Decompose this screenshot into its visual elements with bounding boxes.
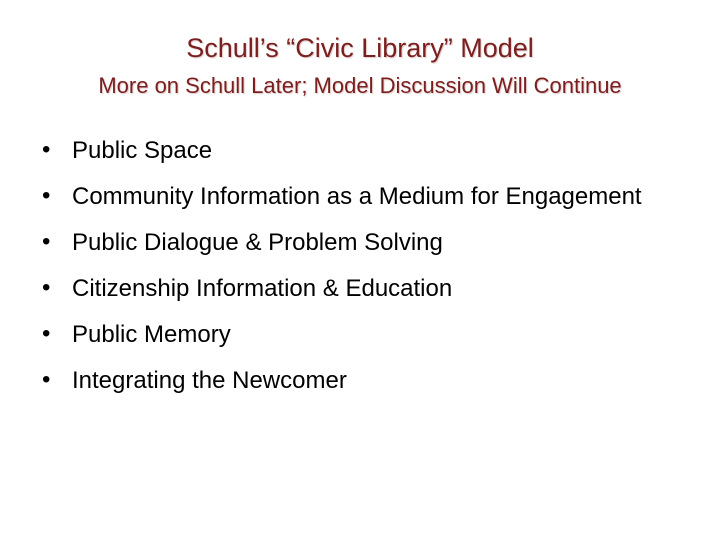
bullet-item <box>42 224 682 262</box>
slide-title: Schull’s “Civic Library” Model <box>186 33 534 63</box>
bullet-glyph: • <box>42 366 51 393</box>
bullet-text: Public Space <box>72 137 213 164</box>
bullet-text: Public Dialogue & Problem Solving <box>72 229 443 256</box>
bullet-glyph: • <box>42 182 51 209</box>
bullet-text: Public Memory <box>72 321 231 348</box>
bullet-glyph: • <box>42 274 51 301</box>
bullet-text: Community Information as a Medium for Engagement <box>72 183 642 210</box>
bullet-item <box>42 178 682 216</box>
bullet-item <box>42 132 682 170</box>
slide-subtitle: More on Schull Later; Model Discussion Will Continue <box>98 73 622 98</box>
bullet-list <box>42 132 682 408</box>
bullet-text: Citizenship Information & Education <box>72 275 453 302</box>
bullet-item <box>42 316 682 354</box>
bullet-item <box>42 270 682 308</box>
bullet-glyph: • <box>42 136 51 163</box>
bullet-item <box>42 362 682 400</box>
bullet-text: Integrating the Newcomer <box>72 367 347 394</box>
bullet-glyph: • <box>42 228 51 255</box>
bullet-glyph: • <box>42 320 51 347</box>
